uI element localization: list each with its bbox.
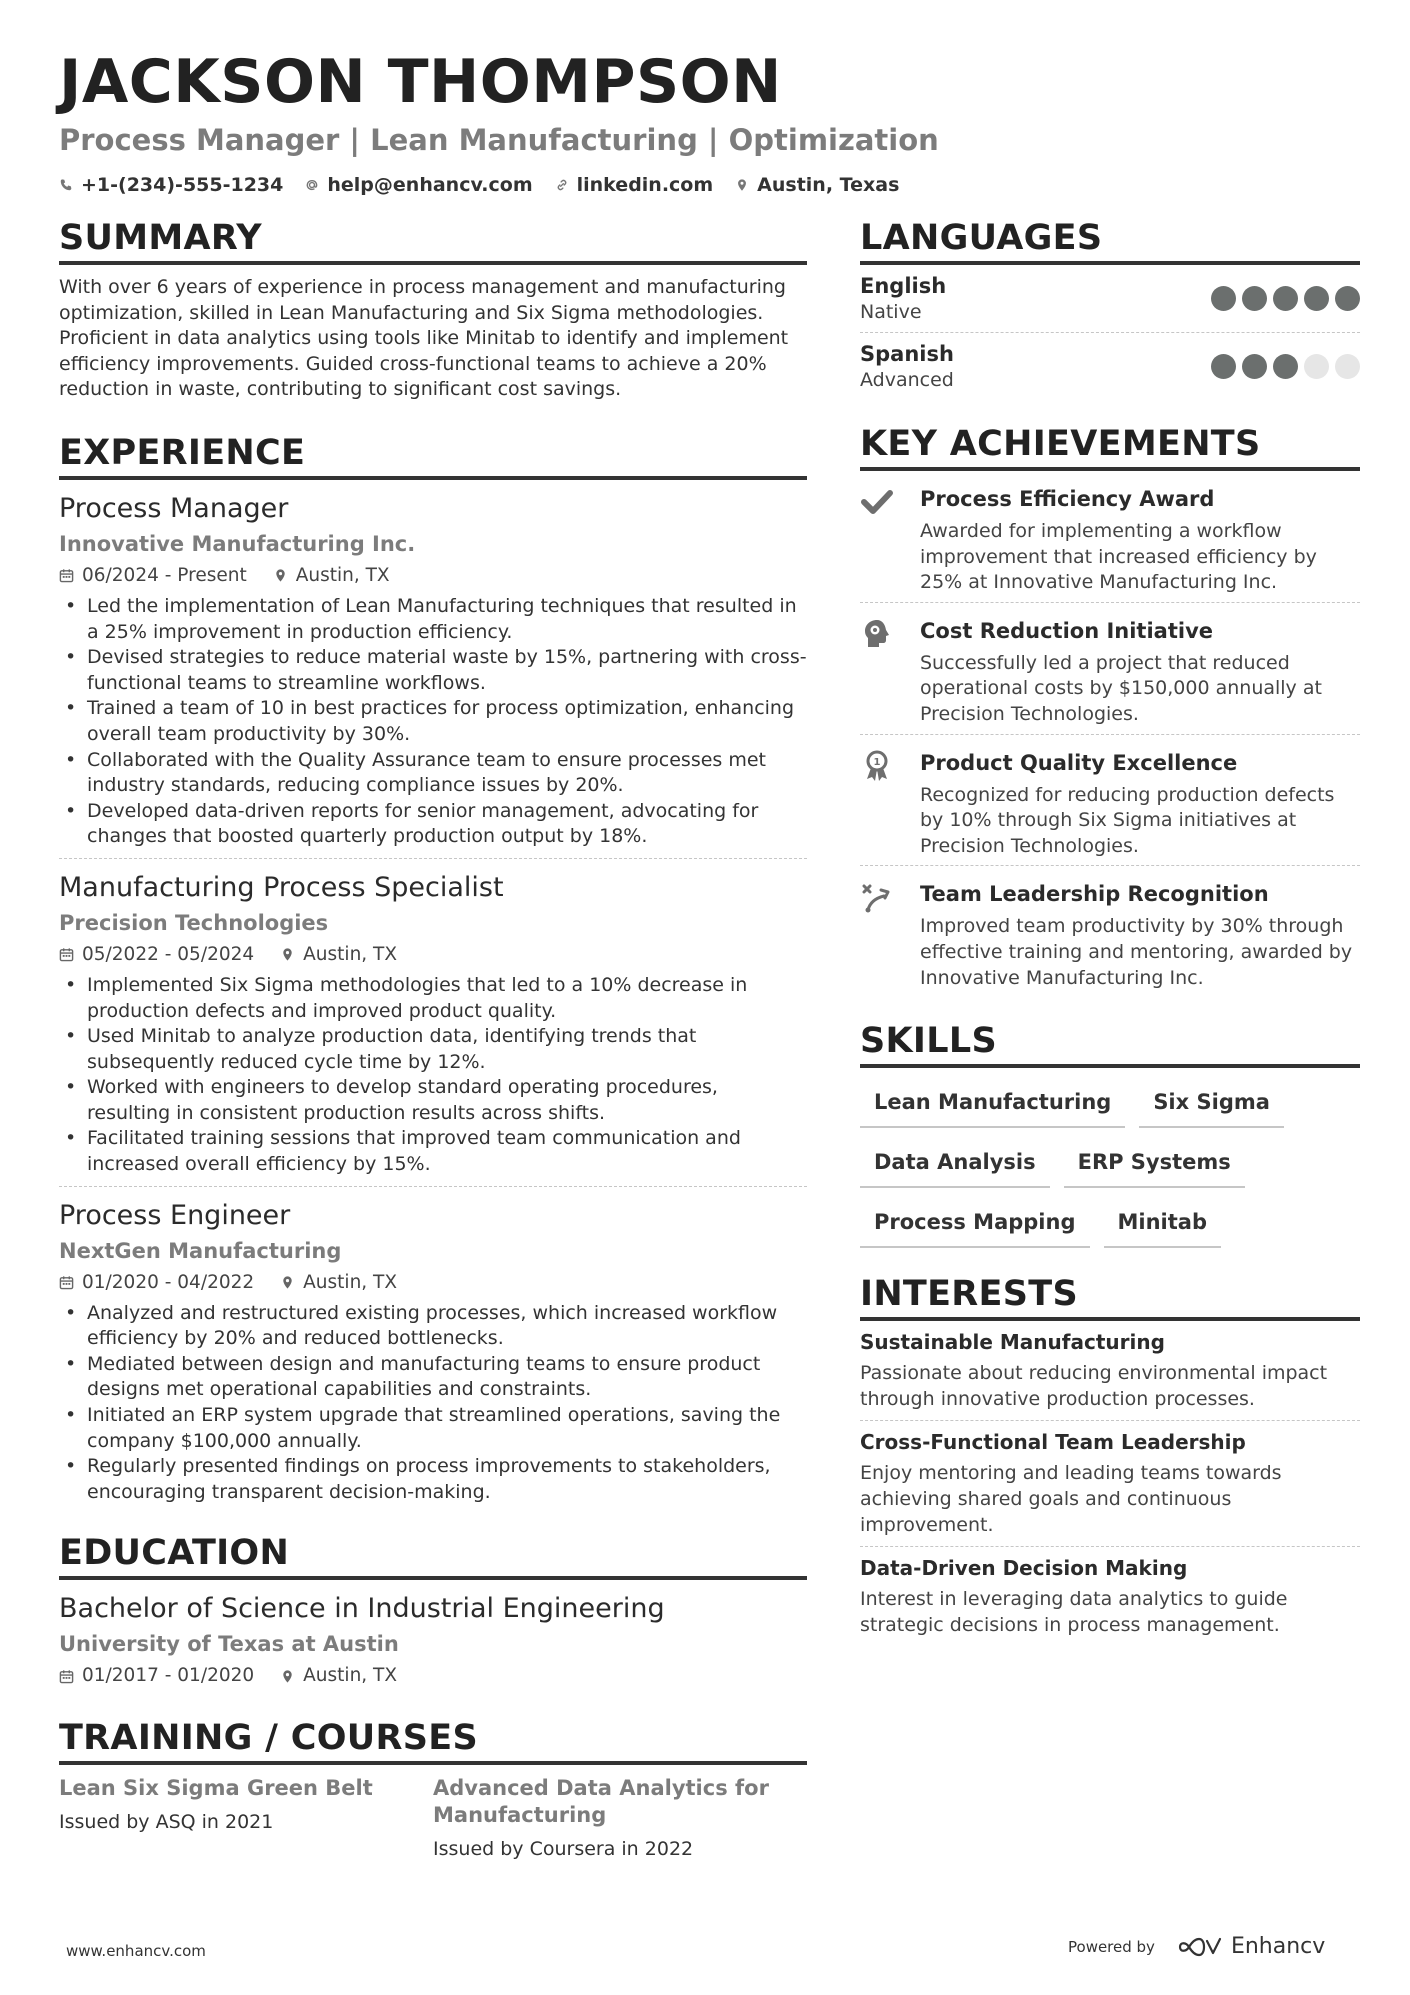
contact-location: [735, 174, 899, 196]
contact-email[interactable]: [305, 174, 532, 196]
rating-dot-empty: [1335, 354, 1360, 379]
job-bullet: • Worked with engineers to develop standard operating procedures, resulting in consistent production results across shifts.: [59, 1075, 807, 1126]
skill-tag: Lean Manufacturing: [860, 1082, 1125, 1128]
job-list: [59, 480, 807, 1513]
medal-icon: [860, 749, 920, 860]
experience-heading: EXPERIENCE: [59, 431, 807, 480]
left-column: [59, 216, 807, 1890]
achievement-desc: Improved team productivity by 30% through effective training and mentoring, awarded by Innovative Manufacturing Inc.: [920, 915, 1353, 989]
rating-dot-filled: [1242, 286, 1267, 311]
brand-name: Enhancv: [1230, 1934, 1326, 1959]
head-icon: [860, 617, 920, 728]
job-bullet: • Regularly presented findings on process improvements to stakeholders, encouraging transparent decision-making.: [59, 1454, 807, 1505]
training-grid: [59, 1775, 807, 1862]
at-icon: [305, 177, 319, 193]
job-location: [280, 1271, 397, 1295]
rating-dot-filled: [1273, 286, 1298, 311]
job-bullets: [59, 1301, 807, 1506]
skill-list: [860, 1082, 1340, 1248]
job-location: [273, 564, 390, 588]
education-meta: [59, 1664, 807, 1688]
job-title: Process Manager: [59, 492, 289, 524]
education-location: [280, 1664, 397, 1688]
job-dates-text: 06/2024 - Present: [82, 564, 247, 586]
skills-section: [860, 1019, 1360, 1248]
job-dates-text: 05/2022 - 05/2024: [82, 943, 255, 965]
contact-linkedin[interactable]: [555, 174, 714, 196]
education-dates-text: 01/2017 - 01/2020: [82, 1665, 255, 1687]
achievement-desc: Successfully led a project that reduced operational costs by $150,000 annually at Precision Technologies.: [920, 651, 1322, 725]
language-level: Advanced: [860, 369, 954, 391]
skill-tag: Minitab: [1104, 1202, 1222, 1248]
right-column: [860, 216, 1360, 1674]
job-bullet: • Developed data-driven reports for senior management, advocating for changes that boosted quarterly production output by 18%.: [59, 799, 807, 850]
job-meta: [59, 943, 807, 967]
rating-dot-filled: [1211, 286, 1236, 311]
job-bullet: • Implemented Six Sigma methodologies that led to a 10% decrease in production defects and improved product quality.: [59, 973, 807, 1024]
job-company: Precision Technologies: [59, 910, 329, 935]
language-list: [860, 265, 1360, 400]
rating-dot-empty: [1304, 354, 1329, 379]
interest-desc: Enjoy mentoring and leading teams towards achieving shared goals and continuous improvement.: [860, 1462, 1282, 1536]
job-meta: [59, 564, 807, 588]
interests-heading: INTERESTS: [860, 1272, 1360, 1321]
contact-phone[interactable]: [59, 174, 283, 196]
job-bullets: [59, 594, 807, 850]
skill-tag: ERP Systems: [1064, 1142, 1245, 1188]
linkedin-text: linkedin.com: [576, 174, 714, 196]
interest-item: [860, 1321, 1360, 1421]
job-bullet: • Led the implementation of Lean Manufacturing techniques that resulted in a 25% improvement in production efficiency.: [59, 594, 807, 645]
map-pin-icon: [273, 568, 288, 583]
job-entry: [59, 1187, 807, 1514]
contact-bar: [59, 174, 1359, 196]
achievement-desc: Recognized for reducing production defects by 10% through Six Sigma initiatives at Precision Technologies.: [920, 783, 1335, 857]
resume-header: [59, 46, 1359, 196]
job-title: Manufacturing Process Specialist: [59, 871, 504, 903]
candidate-headline: Process Manager | Lean Manufacturing | Optimization: [59, 123, 939, 157]
job-title: Process Engineer: [59, 1199, 291, 1231]
job-dates: [59, 1271, 254, 1295]
rating-dot-filled: [1304, 286, 1329, 311]
interests-section: [860, 1272, 1360, 1646]
interest-item: [860, 1421, 1360, 1547]
summary-section: [59, 216, 807, 403]
interest-desc: Interest in leveraging data analytics to guide strategic decisions in process management.: [860, 1588, 1288, 1636]
skill-tag: Process Mapping: [860, 1202, 1090, 1248]
calendar-icon: [59, 1275, 74, 1290]
skill-tag: Data Analysis: [860, 1142, 1050, 1188]
job-entry: [59, 859, 807, 1187]
summary-heading: SUMMARY: [59, 216, 807, 265]
language-name: Spanish: [860, 342, 954, 366]
education-entry: [59, 1580, 807, 1688]
achievement-title: Cost Reduction Initiative: [920, 618, 1213, 643]
job-dates: [59, 943, 254, 967]
brand-logo[interactable]: [1177, 1934, 1325, 1959]
language-item: [860, 333, 1360, 400]
job-bullet: • Devised strategies to reduce material waste by 15%, partnering with cross-functional teams to streamline workflows.: [59, 645, 807, 696]
interest-item: [860, 1547, 1360, 1646]
education-heading: EDUCATION: [59, 1531, 807, 1580]
languages-section: [860, 216, 1360, 400]
job-bullet: • Analyzed and restructured existing processes, which increased workflow efficiency by 20% and reduced bottlenecks.: [59, 1301, 807, 1352]
job-bullet: • Mediated between design and manufacturing teams to ensure product designs met operational capabilities and constraints.: [59, 1352, 807, 1403]
training-section: [59, 1716, 807, 1862]
location-text: Austin, Texas: [757, 174, 900, 196]
achievement-item: [860, 471, 1360, 603]
training-heading: TRAINING / COURSES: [59, 1716, 807, 1765]
interest-list: [860, 1321, 1360, 1646]
training-issuer: Issued by ASQ in 2021: [59, 1811, 274, 1834]
calendar-icon: [59, 1669, 74, 1684]
strategy-icon: [860, 880, 920, 991]
rating-dot-filled: [1211, 354, 1236, 379]
footer-brand: [1068, 1934, 1325, 1959]
summary-text: With over 6 years of experience in process management and manufacturing optimization, skilled in Lean Manufacturing and Six Sigma methodologies. Proficient in data analytics using tools like Minitab to identify and implement efficiency improvements. Guided cross-functional teams to achieve a 20% reduction in waste, contributing to significant cost savings.: [59, 276, 789, 401]
degree-title: Bachelor of Science in Industrial Engineering: [59, 1593, 665, 1625]
map-pin-icon: [280, 1669, 295, 1684]
rating-dot-filled: [1242, 354, 1267, 379]
phone-icon: [59, 177, 73, 193]
education-location-text: Austin, TX: [303, 1665, 398, 1687]
job-entry: [59, 480, 807, 859]
achievement-item: [860, 866, 1360, 997]
job-bullet: • Collaborated with the Quality Assurance team to ensure processes met industry standards, reducing compliance issues by 20%.: [59, 748, 807, 799]
achievement-title: Product Quality Excellence: [920, 750, 1238, 775]
phone-text: +1-(234)-555-1234: [81, 174, 284, 196]
job-meta: [59, 1271, 807, 1295]
training-item: [433, 1775, 807, 1862]
checkmark-icon: [860, 485, 920, 596]
language-rating: [1211, 354, 1360, 379]
language-rating: [1211, 286, 1360, 311]
map-pin-icon: [280, 947, 295, 962]
languages-heading: LANGUAGES: [860, 216, 1360, 265]
education-dates: [59, 1664, 254, 1688]
rating-dot-filled: [1273, 354, 1298, 379]
job-company: Innovative Manufacturing Inc.: [59, 531, 416, 556]
language-name: English: [860, 274, 947, 298]
interest-desc: Passionate about reducing environmental impact through innovative production processes.: [860, 1362, 1328, 1410]
interest-title: Data-Driven Decision Making: [860, 1556, 1188, 1581]
achievement-item: [860, 603, 1360, 735]
achievement-item: [860, 735, 1360, 867]
education-section: [59, 1531, 807, 1688]
interest-title: Cross-Functional Team Leadership: [860, 1430, 1246, 1455]
job-company: NextGen Manufacturing: [59, 1238, 342, 1263]
language-level: Native: [860, 301, 922, 323]
training-title: Lean Six Sigma Green Belt: [59, 1776, 373, 1801]
interest-title: Sustainable Manufacturing: [860, 1330, 1165, 1355]
job-location: [280, 943, 397, 967]
job-dates: [59, 564, 247, 588]
calendar-icon: [59, 947, 74, 962]
candidate-name: JACKSON THOMPSON: [59, 47, 782, 117]
calendar-icon: [59, 568, 74, 583]
job-location-text: Austin, TX: [295, 564, 390, 586]
job-location-text: Austin, TX: [303, 943, 398, 965]
job-bullet: • Initiated an ERP system upgrade that streamlined operations, saving the company $100,000 annually.: [59, 1403, 807, 1454]
map-pin-icon: [280, 1275, 295, 1290]
skill-tag: Six Sigma: [1139, 1082, 1284, 1128]
footer-website[interactable]: www.enhancv.com: [66, 1942, 206, 1960]
svg-text:1: 1: [873, 756, 881, 768]
job-bullets: [59, 973, 807, 1178]
achievement-list: [860, 471, 1360, 997]
skills-heading: SKILLS: [860, 1019, 1360, 1068]
language-item: [860, 265, 1360, 333]
link-icon: [555, 177, 569, 193]
achievement-desc: Awarded for implementing a workflow improvement that increased efficiency by 25% at Innovative Manufacturing Inc.: [920, 520, 1317, 594]
achievement-title: Team Leadership Recognition: [920, 882, 1269, 907]
job-location-text: Austin, TX: [303, 1271, 398, 1293]
training-issuer: Issued by Coursera in 2022: [433, 1838, 694, 1861]
school-name: University of Texas at Austin: [59, 1632, 399, 1657]
experience-section: [59, 431, 807, 1513]
job-bullet: • Used Minitab to analyze production data, identifying trends that subsequently reduced cycle time by 12%.: [59, 1024, 807, 1075]
achievements-heading: KEY ACHIEVEMENTS: [860, 422, 1360, 471]
job-dates-text: 01/2020 - 04/2022: [82, 1271, 255, 1293]
powered-by-text: Powered by: [1068, 1937, 1155, 1956]
training-title: Advanced Data Analytics for Manufacturing: [433, 1776, 769, 1828]
rating-dot-filled: [1335, 286, 1360, 311]
job-bullet: • Trained a team of 10 in best practices for process optimization, enhancing overall team productivity by 30%.: [59, 696, 807, 747]
email-text: help@enhancv.com: [327, 174, 533, 196]
training-item: [59, 1775, 433, 1862]
achievement-title: Process Efficiency Award: [920, 487, 1215, 511]
achievements-section: [860, 422, 1360, 997]
job-bullet: • Facilitated training sessions that improved team communication and increased overall efficiency by 15%.: [59, 1126, 807, 1177]
map-pin-icon: [735, 177, 749, 193]
enhancv-logo-icon: [1177, 1935, 1223, 1959]
